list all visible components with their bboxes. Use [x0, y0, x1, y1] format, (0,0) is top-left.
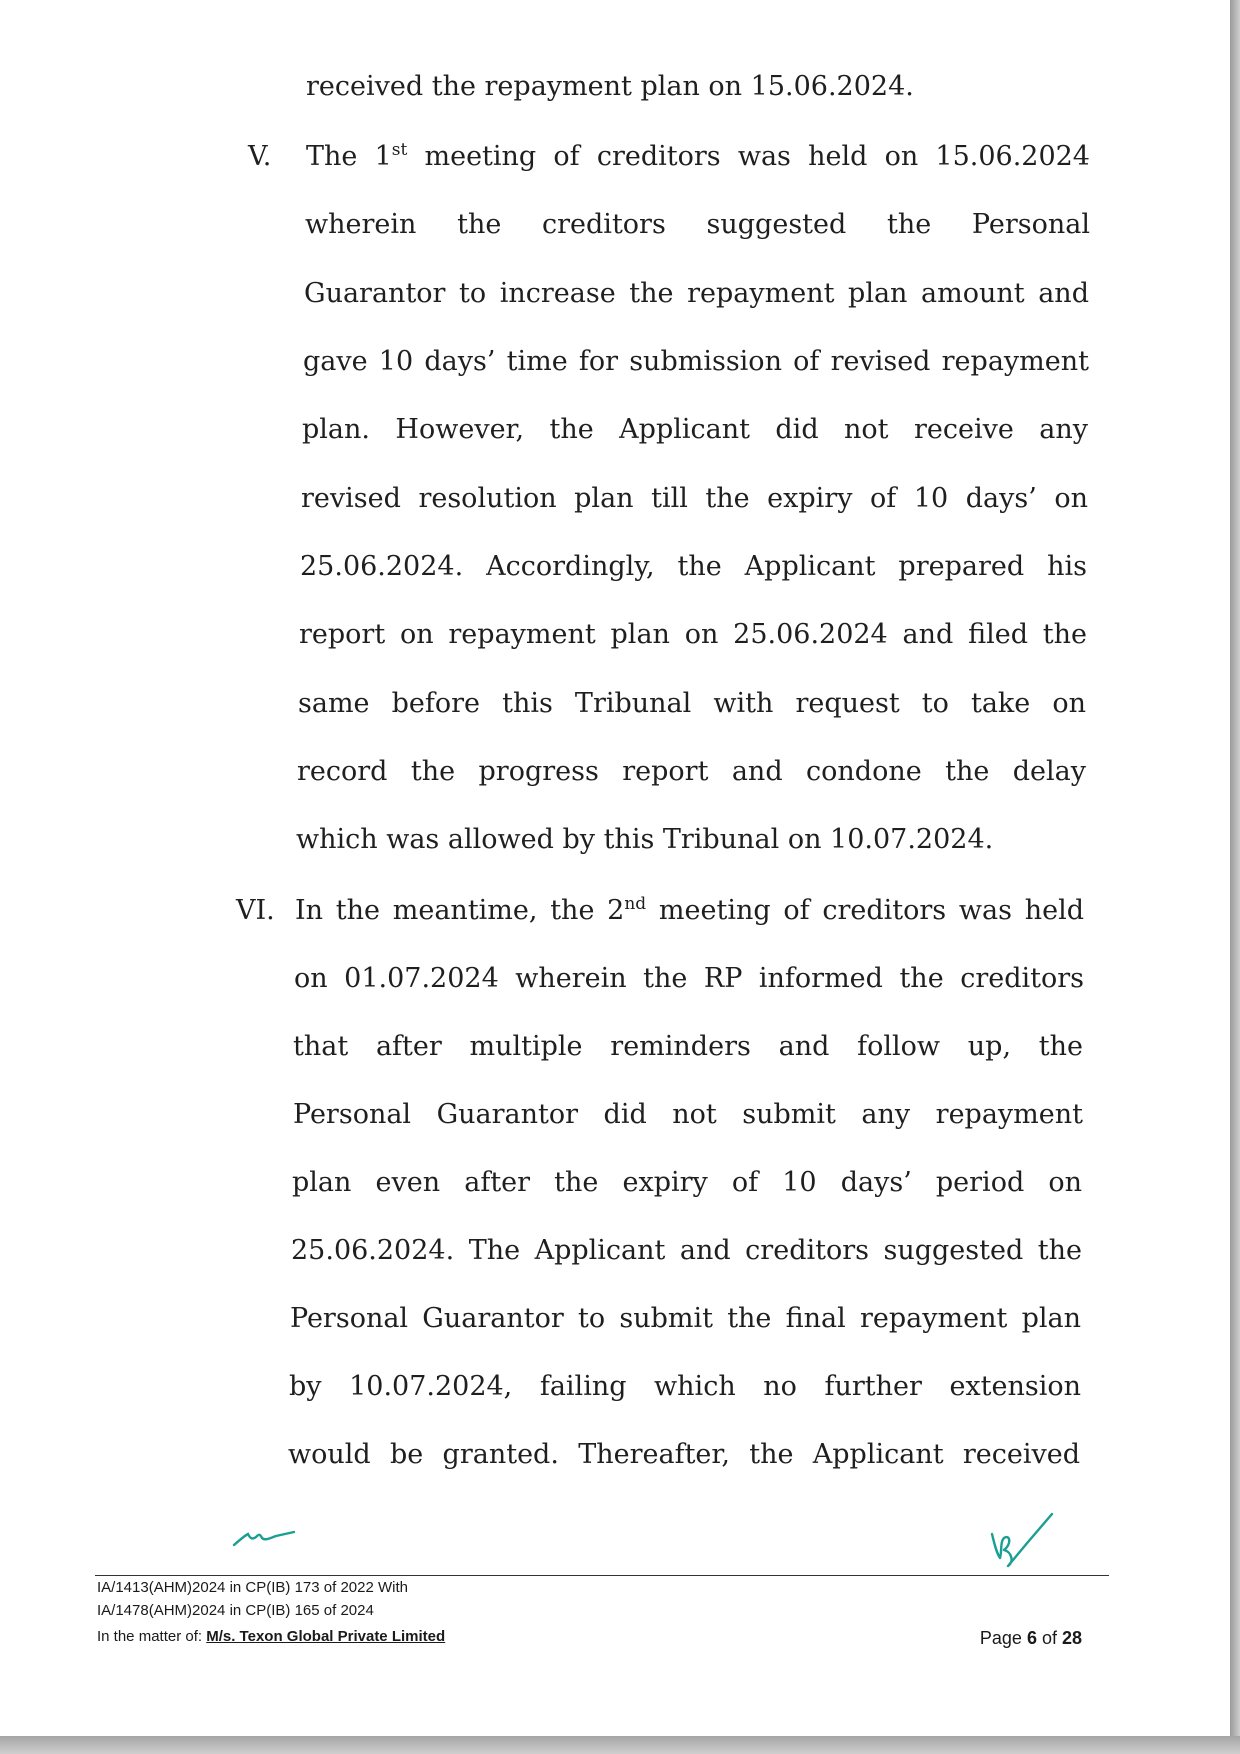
scan-bottom-edge	[0, 1736, 1240, 1754]
footer-case-line-1: IA/1413(AHM)2024 in CP(IB) 173 of 2022 With	[97, 1579, 408, 1596]
para-6-line-5: plan even after the expiry of 10 days’ period on	[292, 1167, 1082, 1198]
para-5-line-2: wherein the creditors suggested the Personal	[305, 209, 1090, 240]
signature-right-icon	[984, 1512, 1054, 1570]
page-number: Page 6 of 28	[979, 1628, 1082, 1648]
scan-page-edge	[1230, 0, 1240, 1754]
para-6-line-8: by 10.07.2024, failing which no further extension	[289, 1371, 1081, 1402]
footer-case-line-2: IA/1478(AHM)2024 in CP(IB) 165 of 2024	[97, 1602, 374, 1619]
para-6-line-6: 25.06.2024. The Applicant and creditors suggested the	[291, 1235, 1082, 1266]
signature-left-icon	[232, 1520, 300, 1550]
para-5-numeral: V.	[248, 141, 272, 172]
para-5-line-5: plan. However, the Applicant did not receive any	[302, 414, 1088, 445]
para-5-line-10: record the progress report and condone the delay	[297, 756, 1086, 787]
footer-matter-line: In the matter of: M/s. Texon Global Private Limited	[97, 1628, 446, 1645]
para-5-line-1: The 1st meeting of creditors was held on 15.06.2024	[306, 140, 1090, 172]
para-6-line-2: on 01.07.2024 wherein the RP informed the creditors	[294, 963, 1084, 994]
para-5-line-8: report on repayment plan on 25.06.2024 and filed the	[299, 619, 1087, 650]
para-6-line-9: would be granted. Thereafter, the Applicant received	[288, 1439, 1080, 1470]
para-6-line-1: In the meantime, the 2nd meeting of creditors was held	[295, 894, 1084, 926]
para-5-line-9: same before this Tribunal with request to take on	[298, 688, 1086, 719]
para-6-numeral: VI.	[236, 895, 275, 926]
para-5-line-11: which was allowed by this Tribunal on 10.07.2024.	[296, 824, 994, 855]
para-6-line-3: that after multiple reminders and follow up, the	[293, 1031, 1083, 1062]
para-5-line-6: revised resolution plan till the expiry of 10 days’ on	[301, 483, 1088, 514]
para-6-line-7: Personal Guarantor to submit the final repayment plan	[290, 1303, 1081, 1334]
para-5-line-7: 25.06.2024. Accordingly, the Applicant prepared his	[300, 551, 1087, 582]
carry-over-line: received the repayment plan on 15.06.2024.	[306, 71, 914, 102]
company-name: M/s. Texon Global Private Limited	[206, 1628, 446, 1645]
para-5-line-4: gave 10 days’ time for submission of revised repayment	[303, 346, 1089, 377]
footer-rule	[95, 1575, 1109, 1576]
para-6-line-4: Personal Guarantor did not submit any repayment	[293, 1099, 1083, 1130]
para-5-line-3: Guarantor to increase the repayment plan amount and	[304, 278, 1089, 309]
